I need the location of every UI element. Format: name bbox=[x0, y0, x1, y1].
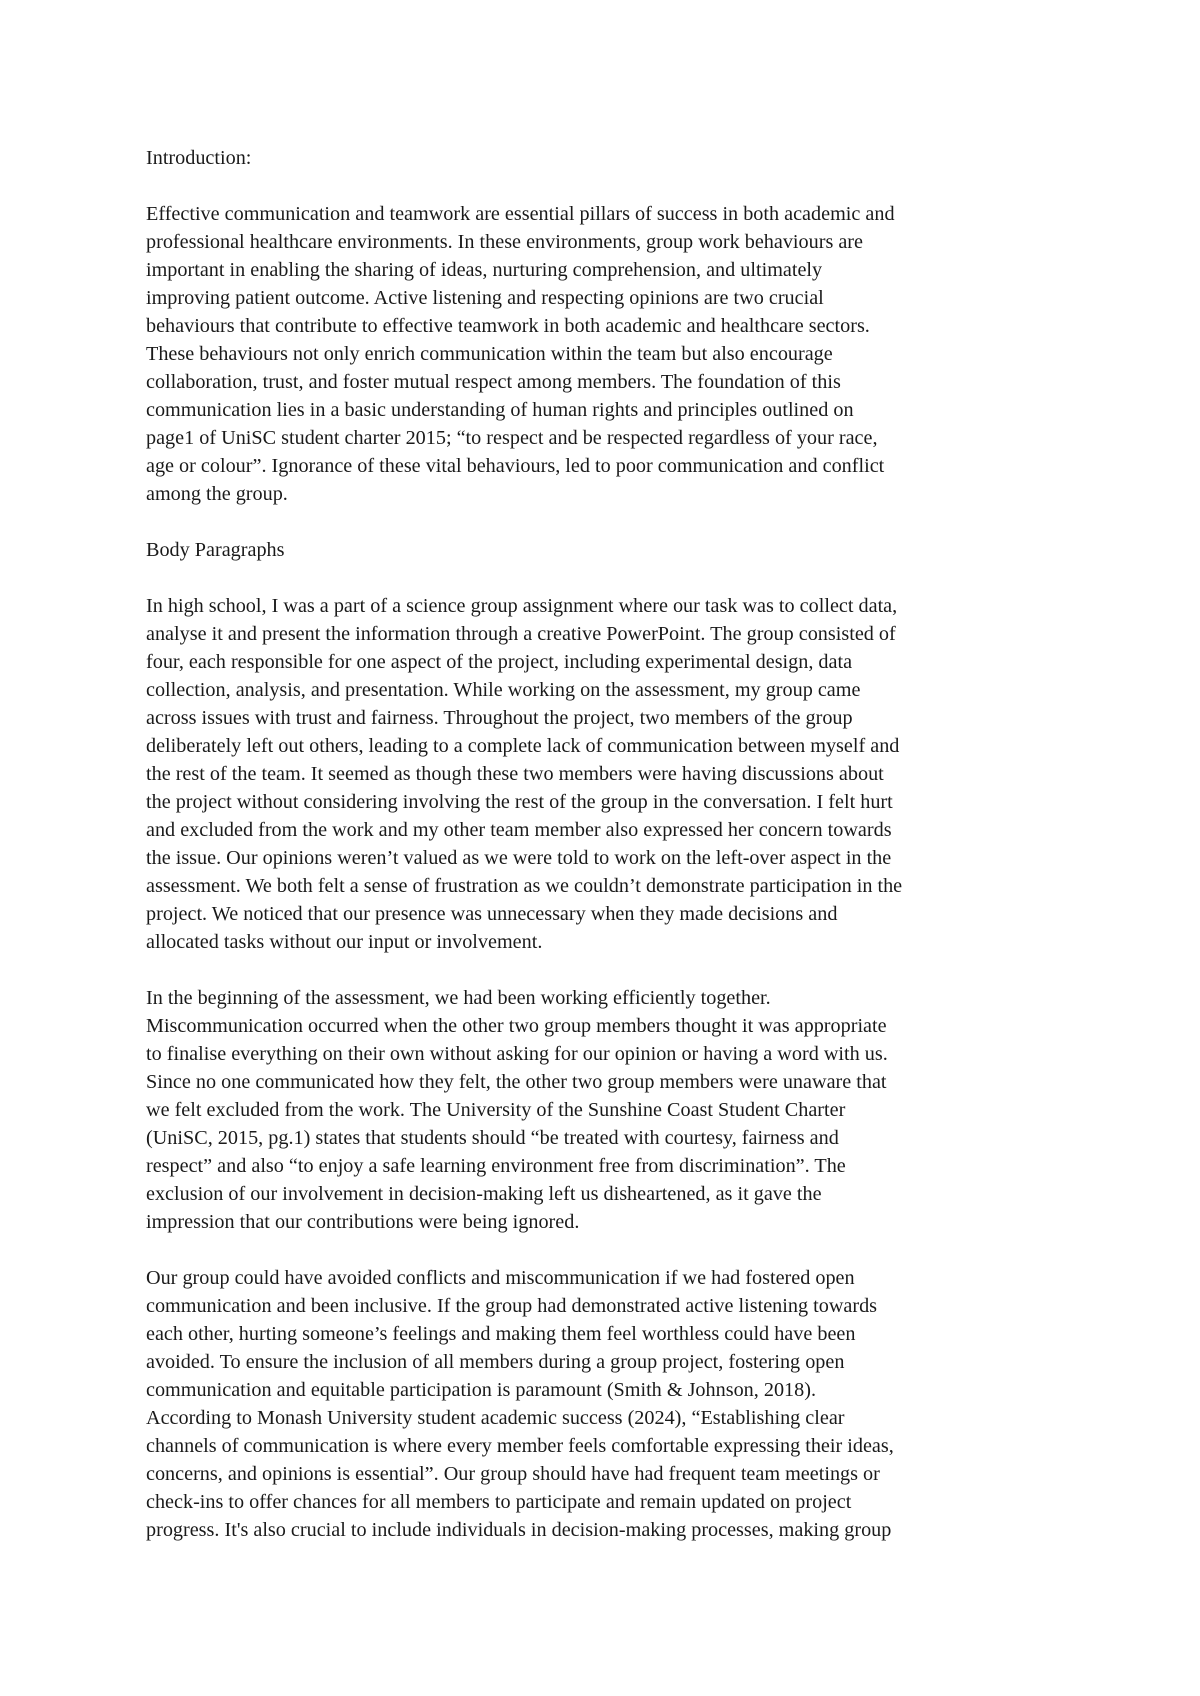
text-line: we felt excluded from the work. The University of the Sunshine Coast Student Charter bbox=[146, 1099, 846, 1121]
text-line: Our group could have avoided conflicts and miscommunication if we had fostered open bbox=[146, 1267, 855, 1289]
text-line: In high school, I was a part of a science group assignment where our task was to collect data, bbox=[146, 595, 898, 617]
text-line: among the group. bbox=[146, 483, 288, 505]
text-line: communication and equitable participation is paramount (Smith & Johnson, 2018). bbox=[146, 1379, 816, 1401]
text-line: exclusion of our involvement in decision-making left us disheartened, as it gave the bbox=[146, 1183, 822, 1205]
body-paragraph-1 bbox=[146, 592, 1066, 956]
text-line: Effective communication and teamwork are essential pillars of success in both academic and bbox=[146, 203, 895, 225]
text-line: behaviours that contribute to effective teamwork in both academic and healthcare sectors. bbox=[146, 315, 870, 337]
text-line: Since no one communicated how they felt, the other two group members were unaware that bbox=[146, 1071, 887, 1093]
text-line: communication and been inclusive. If the group had demonstrated active listening towards bbox=[146, 1295, 878, 1317]
text-line: Introduction: bbox=[146, 147, 252, 169]
text-line: important in enabling the sharing of ideas, nurturing comprehension, and ultimately bbox=[146, 259, 823, 281]
text-line: collaboration, trust, and foster mutual respect among members. The foundation of this bbox=[146, 371, 841, 393]
text-line: communication lies in a basic understanding of human rights and principles outlined on bbox=[146, 399, 854, 421]
text-line: respect” and also “to enjoy a safe learning environment free from discrimination”. The bbox=[146, 1155, 846, 1177]
body-paragraphs-heading bbox=[146, 536, 1066, 564]
text-line: the rest of the team. It seemed as though these two members were having discussions about bbox=[146, 763, 884, 785]
text-line: Miscommunication occurred when the other two group members thought it was appropriate bbox=[146, 1015, 887, 1037]
text-line: According to Monash University student academic success (2024), “Establishing clear bbox=[146, 1407, 845, 1429]
text-line: (UniSC, 2015, pg.1) states that students should “be treated with courtesy, fairness and bbox=[146, 1127, 839, 1149]
text-line: These behaviours not only enrich communication within the team but also encourage bbox=[146, 343, 833, 365]
text-line: to finalise everything on their own without asking for our opinion or having a word with us. bbox=[146, 1043, 888, 1065]
introduction-heading bbox=[146, 144, 1066, 172]
text-line: analyse it and present the information through a creative PowerPoint. The group consisted of bbox=[146, 623, 896, 645]
text-line: page1 of UniSC student charter 2015; “to respect and be respected regardless of your race, bbox=[146, 427, 878, 449]
text-line: and excluded from the work and my other team member also expressed her concern towards bbox=[146, 819, 892, 841]
text-line: the issue. Our opinions weren’t valued as we were told to work on the left-over aspect in the bbox=[146, 847, 892, 869]
text-line: channels of communication is where every member feels comfortable expressing their ideas, bbox=[146, 1435, 894, 1457]
text-line: collection, analysis, and presentation. While working on the assessment, my group came bbox=[146, 679, 861, 701]
text-line: each other, hurting someone’s feelings and making them feel worthless could have been bbox=[146, 1323, 856, 1345]
document-body bbox=[146, 144, 1066, 1572]
text-line: progress. It's also crucial to include individuals in decision-making processes, making group bbox=[146, 1519, 892, 1541]
text-line: age or colour”. Ignorance of these vital behaviours, led to poor communication and conflict bbox=[146, 455, 885, 477]
introduction-paragraph bbox=[146, 200, 1066, 508]
text-line: professional healthcare environments. In these environments, group work behaviours are bbox=[146, 231, 863, 253]
text-line: In the beginning of the assessment, we had been working efficiently together. bbox=[146, 987, 771, 1009]
body-paragraph-3 bbox=[146, 1264, 1066, 1544]
text-line: four, each responsible for one aspect of the project, including experimental design, data bbox=[146, 651, 853, 673]
text-line: impression that our contributions were being ignored. bbox=[146, 1211, 580, 1233]
text-line: Body Paragraphs bbox=[146, 539, 285, 561]
text-line: allocated tasks without our input or involvement. bbox=[146, 931, 543, 953]
text-line: improving patient outcome. Active listening and respecting opinions are two crucial bbox=[146, 287, 824, 309]
text-line: across issues with trust and fairness. Throughout the project, two members of the group bbox=[146, 707, 853, 729]
text-line: the project without considering involving the rest of the group in the conversation. I felt hurt bbox=[146, 791, 893, 813]
text-line: avoided. To ensure the inclusion of all members during a group project, fostering open bbox=[146, 1351, 845, 1373]
text-line: concerns, and opinions is essential”. Our group should have had frequent team meetings or bbox=[146, 1463, 880, 1485]
body-paragraph-2 bbox=[146, 984, 1066, 1236]
text-line: assessment. We both felt a sense of frustration as we couldn’t demonstrate participation in the bbox=[146, 875, 903, 897]
text-line: check-ins to offer chances for all members to participate and remain updated on project bbox=[146, 1491, 852, 1513]
text-line: project. We noticed that our presence was unnecessary when they made decisions and bbox=[146, 903, 838, 925]
text-line: deliberately left out others, leading to a complete lack of communication between myself and bbox=[146, 735, 900, 757]
